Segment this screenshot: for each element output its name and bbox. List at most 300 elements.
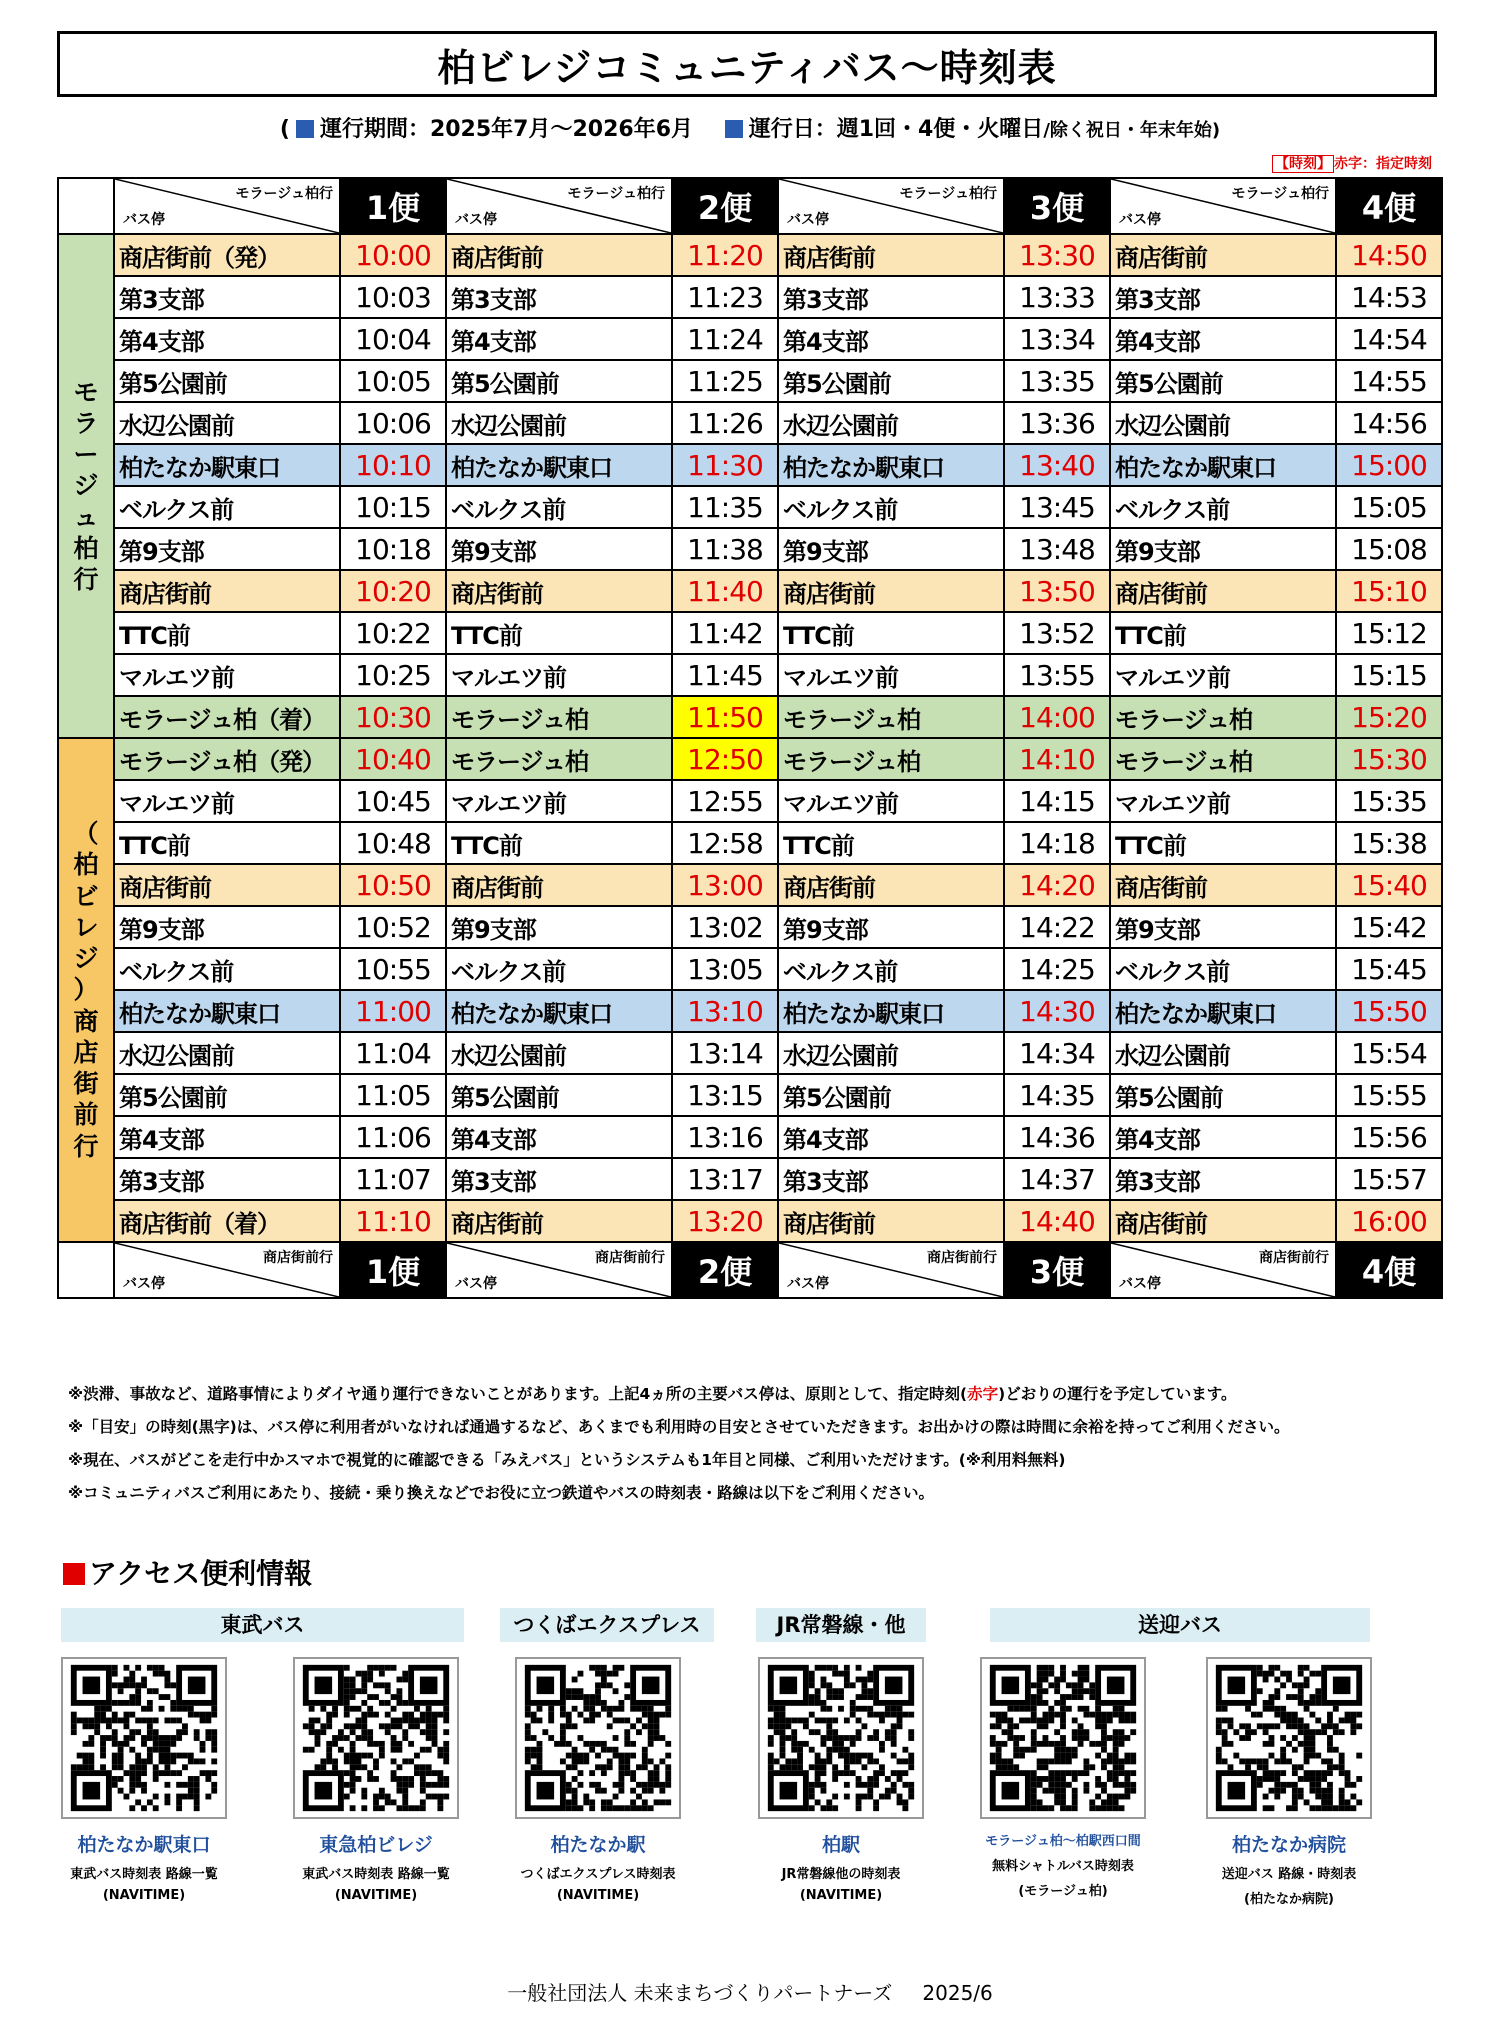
bus-number-2: 2便 — [672, 178, 778, 234]
group-outbound-label — [59, 377, 113, 596]
bus-stop-name: 柏たなか駅東口 — [114, 990, 340, 1032]
qr-code-4[interactable] — [758, 1657, 924, 1819]
departure-time: 15:42 — [1336, 906, 1442, 948]
qr-desc: 東武バス時刻表 路線一覧 — [302, 1867, 450, 1882]
departure-time: 13:20 — [672, 1200, 778, 1242]
departure-time: 15:35 — [1336, 780, 1442, 822]
note-1-b: )どおりの運行を予定しています。 — [998, 1385, 1237, 1403]
departure-time: 14:35 — [1004, 1074, 1110, 1116]
departure-time: 15:05 — [1336, 486, 1442, 528]
qr-caption-1 — [31, 1830, 257, 1903]
departure-time: 15:08 — [1336, 528, 1442, 570]
bus-stop-name: 柏たなか駅東口 — [1110, 990, 1336, 1032]
table-row — [58, 864, 1442, 906]
qr-link-title[interactable]: 柏たなか病院 — [1231, 1834, 1346, 1856]
note-1-red: 赤字 — [967, 1385, 999, 1403]
header-row-top — [58, 178, 1442, 234]
table-row — [58, 738, 1442, 780]
bus-stop-name: 第5公園前 — [114, 360, 340, 402]
group-char: モ — [73, 377, 99, 407]
bus-stop-name: 水辺公園前 — [114, 1032, 340, 1074]
header-bus-stop: バス停 — [123, 1276, 165, 1292]
bus-stop-name: 第5公園前 — [446, 1074, 672, 1116]
departure-time: 13:15 — [672, 1074, 778, 1116]
departure-time: 13:14 — [672, 1032, 778, 1074]
departure-time: 10:25 — [340, 654, 446, 696]
bus-stop-name: 第9支部 — [446, 906, 672, 948]
group-char: 柏 — [73, 533, 99, 563]
header-corner — [58, 1242, 114, 1298]
header-direction: 商店街前行 — [595, 1250, 665, 1266]
table-row — [58, 234, 1442, 276]
departure-time: 11:26 — [672, 402, 778, 444]
bus-stop-name: 第9支部 — [114, 906, 340, 948]
category-shuttle-bus: 送迎バス — [990, 1608, 1370, 1642]
departure-time: 11:24 — [672, 318, 778, 360]
departure-time: 10:22 — [340, 612, 446, 654]
departure-time: 10:18 — [340, 528, 446, 570]
bus-stop-name: 商店街前 — [114, 864, 340, 906]
footer — [0, 1977, 1500, 2006]
bus-stop-name: 第9支部 — [778, 906, 1004, 948]
qr-caption-6 — [1176, 1830, 1402, 1907]
footer-org: 一般社団法人 未来まちづくりパートナーズ — [507, 1981, 893, 2005]
group-char: 店 — [73, 1037, 99, 1067]
bus-stop-name: 商店街前 — [114, 570, 340, 612]
departure-time: 15:45 — [1336, 948, 1442, 990]
bus-stop-name: 第9支部 — [114, 528, 340, 570]
bus-stop-name: 商店街前 — [778, 1200, 1004, 1242]
departure-time: 14:37 — [1004, 1158, 1110, 1200]
category-tobu-bus: 東武バス — [61, 1608, 464, 1642]
bus-stop-name: ベルクス前 — [446, 948, 672, 990]
bus-number-1: 1便 — [340, 1242, 446, 1298]
header-stop-cell — [114, 178, 340, 234]
bus-stop-name: マルエツ前 — [1110, 780, 1336, 822]
bus-stop-name: 第3支部 — [1110, 276, 1336, 318]
bus-stop-name: 第4支部 — [1110, 1116, 1336, 1158]
qr-code-5[interactable] — [980, 1657, 1146, 1819]
table-row — [58, 696, 1442, 738]
departure-time: 13:30 — [1004, 234, 1110, 276]
table-row — [58, 276, 1442, 318]
qr-link-title[interactable]: 東急柏ビレジ — [319, 1834, 433, 1856]
departure-time: 15:40 — [1336, 864, 1442, 906]
bus-number-3: 3便 — [1004, 1242, 1110, 1298]
qr-source: (NAVITIME) — [799, 1888, 883, 1903]
bus-stop-name: マルエツ前 — [778, 780, 1004, 822]
bus-stop-name: 水辺公園前 — [114, 402, 340, 444]
access-info-title — [63, 1552, 312, 1592]
departure-time: 14:50 — [1336, 234, 1442, 276]
blue-square-icon — [725, 120, 743, 138]
departure-time: 15:30 — [1336, 738, 1442, 780]
bus-stop-name: 第5公園前 — [1110, 360, 1336, 402]
bus-stop-name: モラージュ柏 — [778, 696, 1004, 738]
departure-time: 11:20 — [672, 234, 778, 276]
departure-time: 14:25 — [1004, 948, 1110, 990]
table-row — [58, 360, 1442, 402]
departure-time: 14:40 — [1004, 1200, 1110, 1242]
departure-time: 14:55 — [1336, 360, 1442, 402]
departure-time: 13:35 — [1004, 360, 1110, 402]
departure-time: 12:55 — [672, 780, 778, 822]
departure-time: 15:50 — [1336, 990, 1442, 1032]
qr-source: (NAVITIME) — [102, 1888, 186, 1903]
qr-caption-3 — [485, 1830, 711, 1903]
departure-time: 11:07 — [340, 1158, 446, 1200]
bus-stop-name: 商店街前 — [778, 570, 1004, 612]
notes — [68, 1378, 1290, 1510]
departure-time: 10:50 — [340, 864, 446, 906]
header-bus-stop: バス停 — [455, 1276, 497, 1292]
departure-time: 15:38 — [1336, 822, 1442, 864]
qr-link-title[interactable]: モラージュ柏～柏駅西口間 — [985, 1834, 1141, 1849]
bus-stop-name: TTC前 — [114, 822, 340, 864]
bus-stop-name: モラージュ柏（発） — [114, 738, 340, 780]
bus-stop-name: ベルクス前 — [1110, 948, 1336, 990]
bus-stop-name: 柏たなか駅東口 — [778, 990, 1004, 1032]
bus-stop-name: 第5公園前 — [446, 360, 672, 402]
departure-time: 15:56 — [1336, 1116, 1442, 1158]
departure-time: 11:30 — [672, 444, 778, 486]
departure-time: 10:05 — [340, 360, 446, 402]
note-1-a: ※渋滞、事故など、道路事情によりダイヤ通り運行できないことがあります。上記4ヵ所の主要バス停は、原則として、指定時刻( — [68, 1385, 968, 1403]
bus-number-2: 2便 — [672, 1242, 778, 1298]
red-square-icon — [63, 1563, 85, 1585]
bus-stop-name: 第9支部 — [1110, 906, 1336, 948]
departure-time: 14:30 — [1004, 990, 1110, 1032]
bus-stop-name: マルエツ前 — [114, 654, 340, 696]
header-stop-cell — [1110, 1242, 1336, 1298]
departure-time: 13:48 — [1004, 528, 1110, 570]
qr-link-title[interactable]: 柏たなか駅東口 — [77, 1834, 211, 1856]
table-row — [58, 486, 1442, 528]
bus-stop-name: 柏たなか駅東口 — [446, 444, 672, 486]
bus-stop-name: 第4支部 — [778, 1116, 1004, 1158]
bus-stop-name: 柏たなか駅東口 — [446, 990, 672, 1032]
table-row — [58, 528, 1442, 570]
table-row — [58, 948, 1442, 990]
bus-stop-name: TTC前 — [446, 822, 672, 864]
table-row — [58, 444, 1442, 486]
departure-time: 15:10 — [1336, 570, 1442, 612]
legend-text: 赤字：指定時刻 — [1334, 156, 1432, 172]
header-direction: 商店街前行 — [263, 1250, 333, 1266]
bus-stop-name: 第5公園前 — [1110, 1074, 1336, 1116]
qr-desc: 東武バス時刻表 路線一覧 — [70, 1867, 218, 1882]
bus-stop-name: TTC前 — [446, 612, 672, 654]
departure-time: 14:15 — [1004, 780, 1110, 822]
group-char: 柏 — [73, 850, 99, 880]
qr-caption-5 — [950, 1830, 1176, 1899]
qr-source: (NAVITIME) — [334, 1888, 418, 1903]
bus-stop-name: 商店街前 — [778, 234, 1004, 276]
qr-source: (モラージュ柏) — [1018, 1884, 1108, 1899]
operation-period — [0, 112, 1500, 143]
bus-stop-name: TTC前 — [114, 612, 340, 654]
qr-link-title[interactable]: 柏たなか駅 — [550, 1834, 646, 1856]
departure-time: 14:53 — [1336, 276, 1442, 318]
departure-time: 15:00 — [1336, 444, 1442, 486]
bus-stop-name: マルエツ前 — [778, 654, 1004, 696]
departure-time: 11:04 — [340, 1032, 446, 1074]
departure-time: 15:15 — [1336, 654, 1442, 696]
group-char: 行 — [73, 565, 99, 595]
note-1 — [68, 1378, 1290, 1411]
qr-caption-2 — [263, 1830, 489, 1903]
header-direction: モラージュ柏行 — [899, 186, 997, 202]
operation-days-note: /除く祝日・年末年始) — [1043, 120, 1221, 141]
page-title: 柏ビレジコミュニティバス～時刻表 — [57, 31, 1437, 97]
group-char: ュ — [73, 502, 99, 532]
departure-time: 10:40 — [340, 738, 446, 780]
bus-stop-name: マルエツ前 — [446, 654, 672, 696]
group-char: ジ — [73, 944, 99, 974]
departure-time: 13:00 — [672, 864, 778, 906]
note-3: ※現在、バスがどこを走行中かスマホで視覚的に確認できる「みえバス」というシステムも1年目と同様、ご利用いただけます。(※利用料無料) — [68, 1451, 1066, 1469]
footer-date: 2025/6 — [922, 1981, 993, 2005]
note-4: ※コミュニティバスご利用にあたり、接続・乗り換えなどでお役に立つ鉄道やバスの時刻表・路線は以下をご利用ください。 — [68, 1484, 935, 1502]
qr-desc: つくばエクスプレス時刻表 — [520, 1867, 676, 1882]
bus-stop-name: 第9支部 — [778, 528, 1004, 570]
bus-stop-name: 商店街前 — [1110, 1200, 1336, 1242]
header-stop-cell — [446, 178, 672, 234]
bus-stop-name: ベルクス前 — [446, 486, 672, 528]
departure-time: 10:00 — [340, 234, 446, 276]
bus-number-4: 4便 — [1336, 1242, 1442, 1298]
blue-square-icon — [296, 120, 314, 138]
bus-stop-name: マルエツ前 — [114, 780, 340, 822]
bus-stop-name: 商店街前（着） — [114, 1200, 340, 1242]
bus-stop-name: 商店街前 — [446, 570, 672, 612]
bus-stop-name: 第5公園前 — [778, 1074, 1004, 1116]
departure-time: 11:23 — [672, 276, 778, 318]
bus-stop-name: TTC前 — [1110, 612, 1336, 654]
qr-link-title[interactable]: 柏駅 — [821, 1834, 860, 1856]
departure-time: 10:15 — [340, 486, 446, 528]
bus-stop-name: 柏たなか駅東口 — [1110, 444, 1336, 486]
bus-stop-name: モラージュ柏 — [446, 696, 672, 738]
group-outbound — [58, 234, 114, 738]
bus-stop-name: 第4支部 — [114, 318, 340, 360]
bus-stop-name: 柏たなか駅東口 — [778, 444, 1004, 486]
departure-time: 13:50 — [1004, 570, 1110, 612]
table-row — [58, 906, 1442, 948]
departure-time: 10:45 — [340, 780, 446, 822]
header-row-bottom — [58, 1242, 1442, 1298]
departure-time: 14:22 — [1004, 906, 1110, 948]
bus-stop-name: 第9支部 — [1110, 528, 1336, 570]
legend — [1272, 153, 1432, 173]
departure-time: 15:54 — [1336, 1032, 1442, 1074]
bus-stop-name: マルエツ前 — [1110, 654, 1336, 696]
qr-desc: 無料シャトルバス時刻表 — [992, 1859, 1134, 1874]
bus-stop-name: ベルクス前 — [114, 948, 340, 990]
table-row — [58, 318, 1442, 360]
bus-stop-name: ベルクス前 — [778, 948, 1004, 990]
qr-code-3[interactable] — [515, 1657, 681, 1819]
group-inbound — [58, 738, 114, 1242]
bus-stop-name: 水辺公園前 — [778, 402, 1004, 444]
group-char: 前 — [73, 1100, 99, 1130]
table-row — [58, 990, 1442, 1032]
departure-time: 14:10 — [1004, 738, 1110, 780]
bus-stop-name: モラージュ柏（着） — [114, 696, 340, 738]
category-tsukuba-express: つくばエクスプレス — [500, 1608, 714, 1642]
qr-desc: JR常磐線他の時刻表 — [781, 1867, 901, 1882]
departure-time: 14:18 — [1004, 822, 1110, 864]
bus-stop-name: モラージュ柏 — [778, 738, 1004, 780]
bus-stop-name: 商店街前 — [1110, 864, 1336, 906]
bus-stop-name: TTC前 — [778, 822, 1004, 864]
departure-time: 10:04 — [340, 318, 446, 360]
bus-stop-name: 第4支部 — [778, 318, 1004, 360]
table-row — [58, 780, 1442, 822]
group-inbound-label — [59, 818, 113, 1162]
departure-time: 11:45 — [672, 654, 778, 696]
departure-time: 14:54 — [1336, 318, 1442, 360]
bus-number-1: 1便 — [340, 178, 446, 234]
header-bus-stop: バス停 — [123, 212, 165, 228]
header-corner — [58, 178, 114, 234]
bus-stop-name: 第4支部 — [114, 1116, 340, 1158]
bus-stop-name: 水辺公園前 — [778, 1032, 1004, 1074]
bus-stop-name: 第3支部 — [446, 276, 672, 318]
departure-time: 13:34 — [1004, 318, 1110, 360]
period-open-paren: ( — [279, 117, 290, 142]
bus-stop-name: TTC前 — [778, 612, 1004, 654]
bus-stop-name: 第3支部 — [114, 276, 340, 318]
header-direction: モラージュ柏行 — [567, 186, 665, 202]
bus-stop-name: ベルクス前 — [114, 486, 340, 528]
header-stop-cell — [446, 1242, 672, 1298]
group-char: 商 — [73, 1006, 99, 1036]
header-direction: 商店街前行 — [1259, 1250, 1329, 1266]
departure-time: 10:06 — [340, 402, 446, 444]
departure-time: 14:00 — [1004, 696, 1110, 738]
header-direction: 商店街前行 — [927, 1250, 997, 1266]
group-char: ジ — [73, 471, 99, 501]
departure-time: 13:45 — [1004, 486, 1110, 528]
departure-time: 11:50 — [672, 696, 778, 738]
header-direction: モラージュ柏行 — [1231, 186, 1329, 202]
bus-stop-name: 第5公園前 — [114, 1074, 340, 1116]
departure-time: 13:17 — [672, 1158, 778, 1200]
bus-stop-name: 第4支部 — [446, 318, 672, 360]
table-row — [58, 1074, 1442, 1116]
bus-stop-name: 第9支部 — [446, 528, 672, 570]
group-char: ー — [73, 440, 99, 470]
header-stop-cell — [778, 1242, 1004, 1298]
header-bus-stop: バス停 — [1119, 1276, 1161, 1292]
bus-stop-name: TTC前 — [1110, 822, 1336, 864]
bus-stop-name: 商店街前（発） — [114, 234, 340, 276]
group-char: ビ — [73, 881, 99, 911]
qr-code-1[interactable] — [61, 1657, 227, 1819]
departure-time: 13:05 — [672, 948, 778, 990]
qr-caption-4 — [728, 1830, 954, 1903]
group-char: レ — [73, 912, 99, 942]
group-char: 街 — [73, 1069, 99, 1099]
departure-time: 14:34 — [1004, 1032, 1110, 1074]
bus-stop-name: ベルクス前 — [778, 486, 1004, 528]
bus-stop-name: モラージュ柏 — [446, 738, 672, 780]
table-row — [58, 654, 1442, 696]
legend-box: 【時刻】 — [1272, 155, 1334, 173]
period-text: 運行期間：2025年7月～2026年6月 — [319, 117, 694, 142]
category-jr-joban: JR常磐線・他 — [756, 1608, 926, 1642]
departure-time: 12:50 — [672, 738, 778, 780]
qr-source: (NAVITIME) — [556, 1888, 640, 1903]
header-bus-stop: バス停 — [455, 212, 497, 228]
bus-stop-name: 第5公園前 — [778, 360, 1004, 402]
departure-time: 13:36 — [1004, 402, 1110, 444]
departure-time: 10:30 — [340, 696, 446, 738]
bus-stop-name: 水辺公園前 — [1110, 1032, 1336, 1074]
bus-stop-name: 商店街前 — [1110, 570, 1336, 612]
table-row — [58, 1200, 1442, 1242]
bus-stop-name: ベルクス前 — [1110, 486, 1336, 528]
departure-time: 11:25 — [672, 360, 778, 402]
departure-time: 11:10 — [340, 1200, 446, 1242]
operation-days-text: 運行日：週1回・4便・火曜日 — [748, 117, 1044, 142]
qr-code-2[interactable] — [293, 1657, 459, 1819]
bus-stop-name: モラージュ柏 — [1110, 738, 1336, 780]
departure-time: 13:52 — [1004, 612, 1110, 654]
bus-stop-name: 第3支部 — [778, 1158, 1004, 1200]
departure-time: 13:33 — [1004, 276, 1110, 318]
qr-source: (柏たなか病院) — [1244, 1892, 1334, 1907]
timetable — [57, 177, 1443, 1299]
departure-time: 11:38 — [672, 528, 778, 570]
departure-time: 13:02 — [672, 906, 778, 948]
departure-time: 14:36 — [1004, 1116, 1110, 1158]
header-stop-cell — [1110, 178, 1336, 234]
departure-time: 13:16 — [672, 1116, 778, 1158]
bus-number-3: 3便 — [1004, 178, 1110, 234]
departure-time: 13:40 — [1004, 444, 1110, 486]
departure-time: 11:42 — [672, 612, 778, 654]
table-row — [58, 570, 1442, 612]
departure-time: 11:06 — [340, 1116, 446, 1158]
bus-stop-name: マルエツ前 — [446, 780, 672, 822]
bus-stop-name: 第4支部 — [446, 1116, 672, 1158]
table-row — [58, 1032, 1442, 1074]
departure-time: 15:12 — [1336, 612, 1442, 654]
bus-stop-name: 商店街前 — [778, 864, 1004, 906]
departure-time: 13:10 — [672, 990, 778, 1032]
departure-time: 10:20 — [340, 570, 446, 612]
departure-time: 11:35 — [672, 486, 778, 528]
qr-desc: 送迎バス 路線・時刻表 — [1221, 1867, 1357, 1882]
departure-time: 14:56 — [1336, 402, 1442, 444]
bus-stop-name: 商店街前 — [1110, 234, 1336, 276]
header-bus-stop: バス停 — [787, 212, 829, 228]
bus-stop-name: モラージュ柏 — [1110, 696, 1336, 738]
group-char: （ — [73, 819, 99, 849]
departure-time: 12:58 — [672, 822, 778, 864]
departure-time: 10:55 — [340, 948, 446, 990]
table-row — [58, 1116, 1442, 1158]
departure-time: 11:05 — [340, 1074, 446, 1116]
bus-stop-name: 商店街前 — [446, 234, 672, 276]
table-row — [58, 1158, 1442, 1200]
departure-time: 15:20 — [1336, 696, 1442, 738]
qr-code-6[interactable] — [1206, 1657, 1372, 1819]
departure-time: 13:55 — [1004, 654, 1110, 696]
bus-stop-name: 商店街前 — [446, 1200, 672, 1242]
